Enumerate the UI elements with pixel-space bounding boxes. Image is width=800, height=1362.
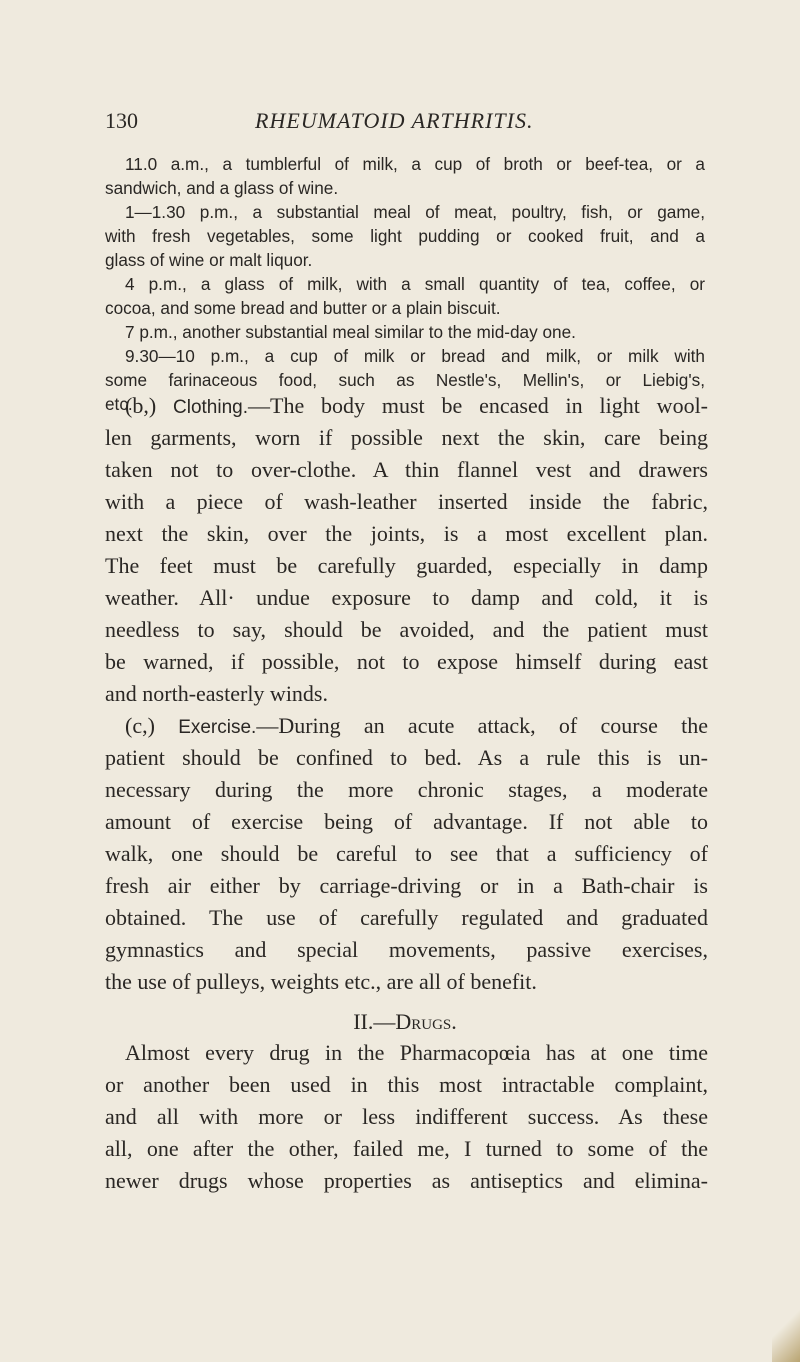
body-line: the use of pulleys, weights etc., are all of benefit. [105,969,537,994]
schedule-line: 9.30—10 p.m., a cup of milk or bread and milk, or milk with [125,346,705,366]
body-line: and all with more or less indifferent success. As these [105,1104,708,1129]
clothing-first-line-text: —The body must be encased in light wool- [248,393,709,418]
body-line: needless to say, should be avoided, and the patient must [105,617,708,642]
body-line: walk, one should be careful to see that a sufficiency of [105,841,708,866]
body-line: gymnastics and special movements, passive exercises, [105,937,708,962]
schedule-line: 4 p.m., a glass of milk, with a small quantity of tea, coffee, or [125,274,705,294]
body-line: be warned, if possible, not to expose himself during east [105,649,708,674]
drugs-paragraph [105,1037,708,1197]
section-title: Drugs. [395,1009,457,1034]
schedule-line: 7 p.m., another substantial meal similar to the mid-day one. [125,322,576,342]
body-line: fresh air either by carriage-driving or in a Bath-chair is [105,873,708,898]
body-line: necessary during the more chronic stages, a moderate [105,777,708,802]
body-line: taken not to over-clothe. A thin flannel vest and drawers [105,457,708,482]
schedule-line: 11.0 a.m., a tumblerful of milk, a cup of broth or beef-tea, or a [125,154,705,174]
clothing-marker: (b,) [125,393,157,418]
body-line: Almost every drug in the Pharmacopœia has at one time [125,1040,708,1065]
exercise-marker: (c,) [125,713,155,738]
body-line: newer drugs whose properties as antiseptics and elimina- [105,1168,708,1193]
exercise-first-line [105,710,708,742]
schedule-line: sandwich, and a glass of wine. [105,178,339,198]
section-numeral: II.— [353,1009,396,1034]
schedule-line: etc. [105,394,133,414]
body-line: all, one after the other, failed me, I turned to some of the [105,1136,708,1161]
page-header [105,108,705,138]
body-line: with a piece of wash-leather inserted inside the fabric, [105,489,708,514]
body-line: and north-easterly winds. [105,681,328,706]
clothing-first-line [105,390,708,422]
body-line: or another been used in this most intractable complaint, [105,1072,708,1097]
body-line: patient should be confined to bed. As a rule this is un- [105,745,708,770]
running-title: RHEUMATOID ARTHRITIS. [255,108,534,133]
body-line: The feet must be carefully guarded, especially in damp [105,553,708,578]
clothing-heading: Clothing. [173,397,248,418]
schedule-line: cocoa, and some bread and butter or a plain biscuit. [105,298,501,318]
exercise-first-line-text: —During an acute attack, of course the [256,713,709,738]
schedule-line: with fresh vegetables, some light pudding or cooked fruit, and a [105,226,705,246]
body-line: amount of exercise being of advantage. If not able to [105,809,708,834]
exercise-heading: Exercise. [178,717,257,738]
schedule-line: glass of wine or malt liquor. [105,250,313,270]
body-line: len garments, worn if possible next the skin, care being [105,425,708,450]
page-number: 130 [105,108,138,133]
diet-schedule [105,152,705,416]
schedule-line: 1—1.30 p.m., a substantial meal of meat, poultry, fish, or game, [125,202,705,222]
body-text [105,390,708,998]
body-line: obtained. The use of carefully regulated and graduated [105,905,708,930]
body-line: next the skin, over the joints, is a most excellent plan. [105,521,708,546]
body-line: weather. All· undue exposure to damp and cold, it is [105,585,708,610]
page-corner-stain [772,1302,800,1362]
section-heading [105,1009,705,1035]
schedule-line: some farinaceous food, such as Nestle's, Mellin's, or Liebig's, [105,370,705,390]
